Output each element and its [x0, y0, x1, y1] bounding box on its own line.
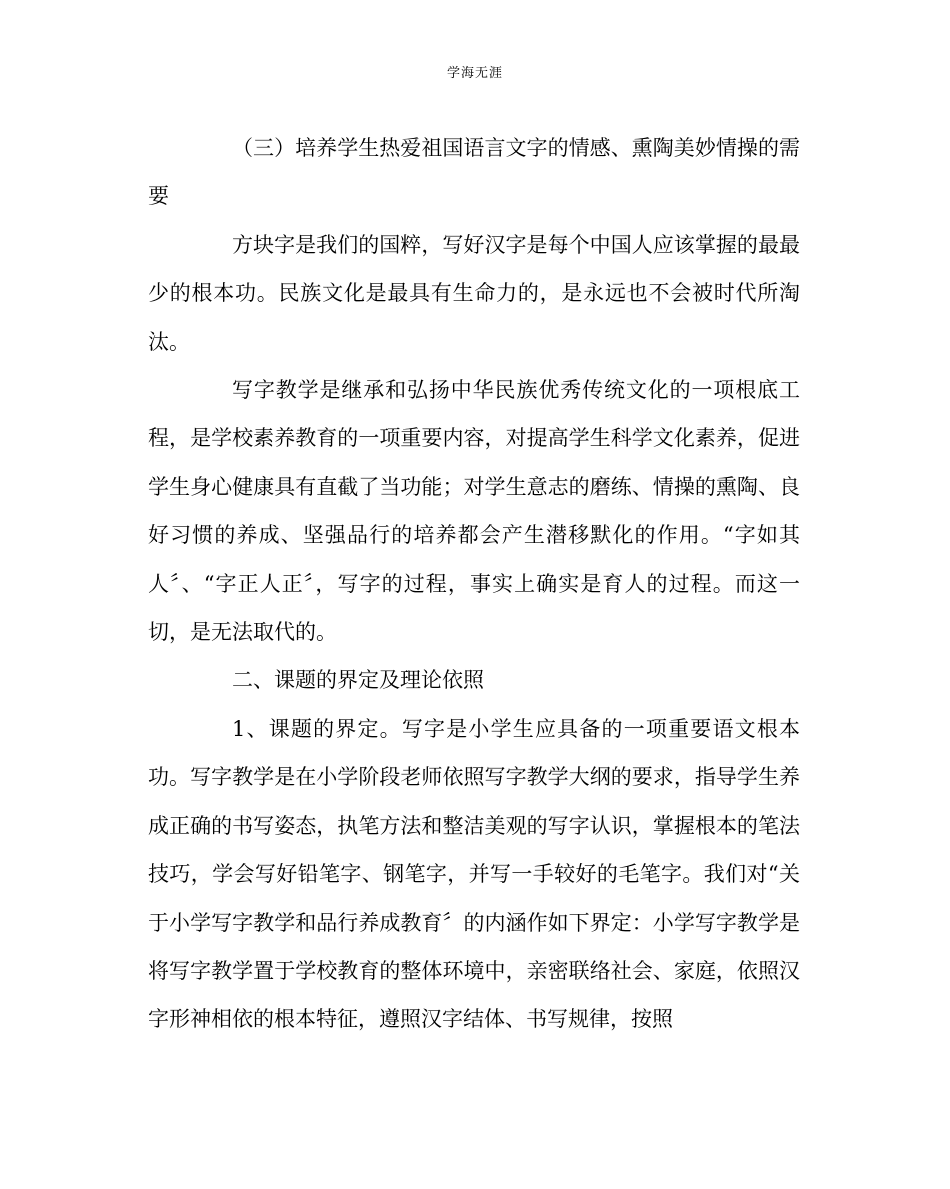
paragraph-section-three-heading: （三）培养学生热爱祖国语言文字的情感、熏陶美妙情操的需要: [148, 136, 800, 209]
section-heading-topic-definition: 二、课题的界定及理论依照: [232, 668, 484, 693]
page-header: 学海无涯: [446, 66, 503, 81]
paragraph-square-characters: 方块字是我们的国粹，写好汉字是每个中国人应该掌握的最最少的根本功。民族文化是最具有生命力的，是永远也不会被时代所淘汰。: [148, 232, 800, 354]
paragraph-topic-definition: 1、课题的界定。写字是小学生应具备的一项重要语文根本功。写字教学是在小学阶段老师依照写字教学大纲的要求，指导学生养成正确的书写姿态，执笔方法和整洁美观的写字认识，掌握根本的笔法技巧，学会写好铅笔字、钢笔字，并写一手较好的毛笔字。我们对“关于小学写字教学和品行养成教育〞的内涵作如下界定：小学写字教学是将写字教学置于学校教育的整体环境中，亲密联络社会、家庭，依照汉字形神相依的根本特征，遵照汉字结体、书写规律，按照: [148, 716, 800, 1032]
document-body: [148, 124, 800, 1044]
paragraph-writing-teaching: 写字教学是继承和弘扬中华民族优秀传统文化的一项根底工程，是学校素养教育的一项重要内容，对提高学生科学文化素养，促进学生身心健康具有直截了当功能；对学生意志的磨练、情操的熏陶、良好习惯的养成、坚强品行的培养都会产生潜移默化的作用。“字如其人〞、“字正人正〞，写字的过程，事实上确实是育人的过程。而这一切，是无法取代的。: [148, 378, 800, 645]
